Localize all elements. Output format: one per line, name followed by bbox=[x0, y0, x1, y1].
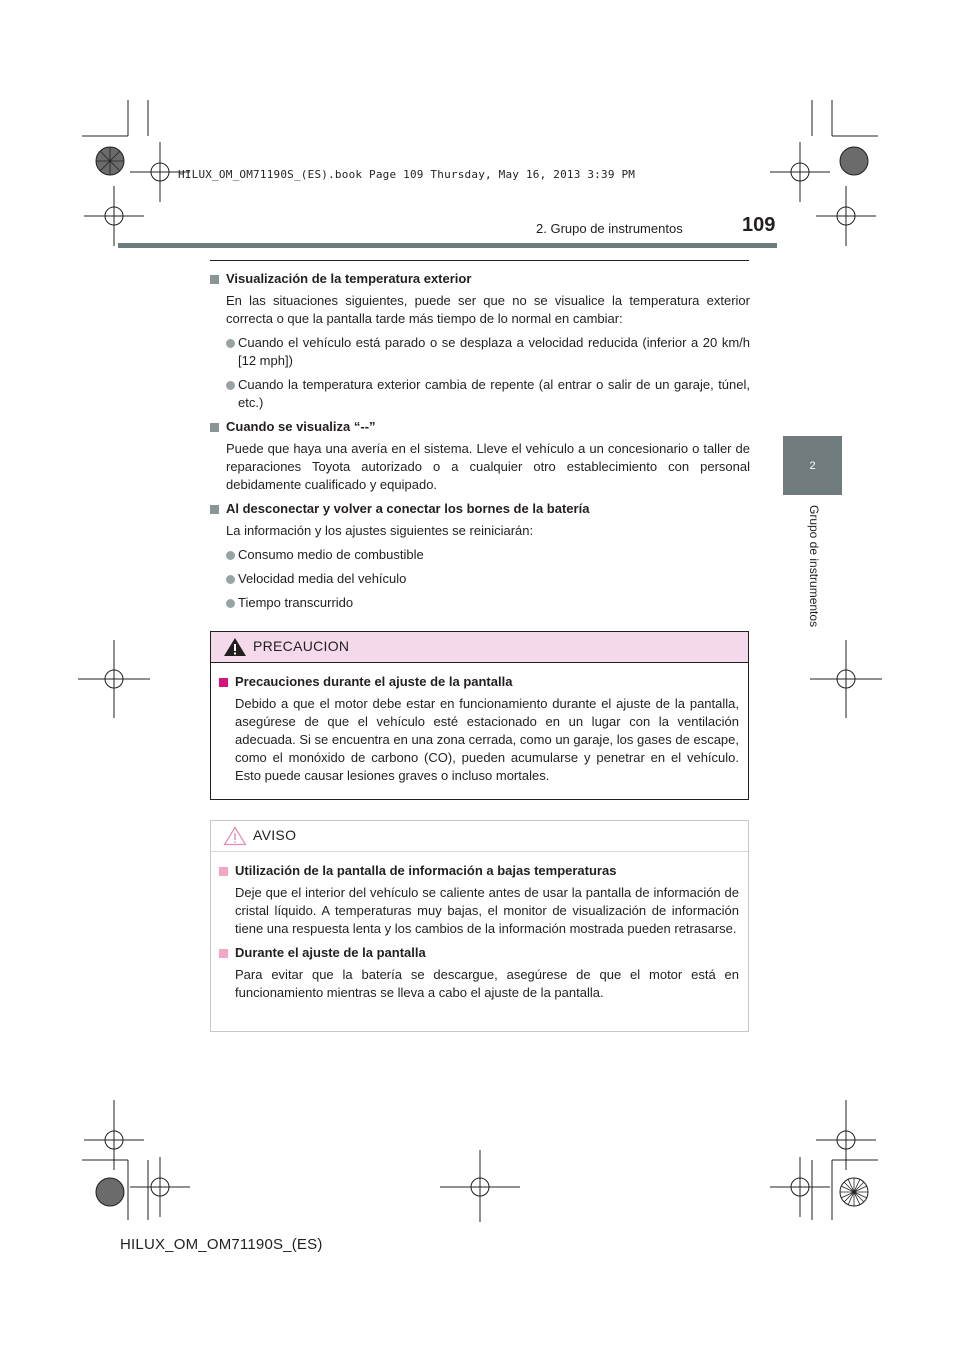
section-square-icon bbox=[210, 275, 219, 284]
notice-header bbox=[211, 821, 748, 852]
section-dashes-displayed bbox=[210, 418, 750, 494]
caution-square-icon bbox=[219, 678, 228, 687]
section-square-icon bbox=[210, 423, 219, 432]
bullet-icon bbox=[226, 599, 235, 608]
notice-heading: Utilización de la pantalla de información a bajas temperaturas bbox=[235, 863, 617, 878]
bullet-icon bbox=[226, 339, 235, 348]
section-text: En las situaciones siguientes, puede ser que no se visualice la temperatura exterior correcta o que la pantalla tarde más tiempo de lo normal en cambiar: bbox=[226, 293, 750, 326]
notice-title: AVISO bbox=[253, 827, 297, 843]
chapter-tab bbox=[783, 436, 842, 495]
notice-text: Para evitar que la batería se descargue, asegúrese de que el motor está en funcionamiento mientras se lleva a cabo el ajuste de la pantalla. bbox=[235, 967, 739, 1000]
bullet-icon bbox=[226, 381, 235, 390]
main-content bbox=[210, 270, 750, 618]
chapter-title: 2. Grupo de instrumentos bbox=[536, 221, 683, 236]
bullet-icon bbox=[226, 575, 235, 584]
notice-box bbox=[210, 820, 749, 1032]
page-number: 109 bbox=[742, 214, 776, 236]
notice-square-icon bbox=[219, 949, 228, 958]
notice-square-icon bbox=[219, 867, 228, 876]
chapter-tab-label: Grupo de instrumentos bbox=[807, 505, 821, 628]
caution-header bbox=[211, 632, 748, 663]
notice-text: Deje que el interior del vehículo se caliente antes de usar la pantalla de información de cristal líquido. A temperaturas muy bajas, el monitor de visualización de información tiene una respuesta lenta y los cambios de la información mostrada pueden retrasarse. bbox=[235, 885, 739, 936]
caution-title: PRECAUCION bbox=[253, 638, 350, 654]
caution-box bbox=[210, 631, 749, 800]
section-text: Puede que haya una avería en el sistema. Lleve el vehículo a un concesionario o taller de reparaciones Toyota autorizado o a cualquier otro establecimiento con personal debidamente cualificado y equipado. bbox=[226, 441, 750, 492]
caution-text: Debido a que el motor debe estar en funcionamiento durante el ajuste de la pantalla, asegúrese de que el vehículo esté estacionado en un lugar con la ventilación adecuada. Si se encuentra en una zona cerrada, como un garaje, los gases de escape, como el monóxido de carbono (CO), pueden acumularse y penetrar en el vehículo. Esto puede causar lesiones graves o incluso mortales. bbox=[235, 696, 739, 783]
section-battery-reconnect bbox=[210, 500, 750, 612]
chapter-tab-number: 2 bbox=[809, 459, 816, 472]
section-heading: Cuando se visualiza “--” bbox=[226, 419, 376, 434]
list-item: Cuando la temperatura exterior cambia de repente (al entrar o salir de un garaje, túnel, etc.) bbox=[226, 376, 750, 412]
book-stamp: HILUX_OM_OM71190S_(ES).book Page 109 Thursday, May 16, 2013 3:39 PM bbox=[178, 168, 636, 181]
list-item: Tiempo transcurrido bbox=[226, 594, 750, 612]
section-square-icon bbox=[210, 505, 219, 514]
caution-heading: Precauciones durante el ajuste de la pantalla bbox=[235, 674, 513, 689]
section-heading: Al desconectar y volver a conectar los bornes de la batería bbox=[226, 501, 590, 516]
section-outside-temperature bbox=[210, 270, 750, 412]
section-text: La información y los ajustes siguientes se reiniciarán: bbox=[226, 523, 534, 538]
notice-triangle-icon bbox=[223, 826, 247, 846]
warning-icon bbox=[223, 637, 247, 657]
notice-heading: Durante el ajuste de la pantalla bbox=[235, 945, 426, 960]
header-band bbox=[118, 243, 777, 248]
section-heading: Visualización de la temperatura exterior bbox=[226, 271, 472, 286]
list-item: Consumo medio de combustible bbox=[226, 546, 750, 564]
header-rule bbox=[210, 260, 749, 261]
bullet-icon bbox=[226, 551, 235, 560]
footer-code: HILUX_OM_OM71190S_(ES) bbox=[120, 1236, 323, 1253]
list-item: Velocidad media del vehículo bbox=[226, 570, 750, 588]
list-item: Cuando el vehículo está parado o se desplaza a velocidad reducida (inferior a 20 km/h [12 mph]) bbox=[226, 334, 750, 370]
